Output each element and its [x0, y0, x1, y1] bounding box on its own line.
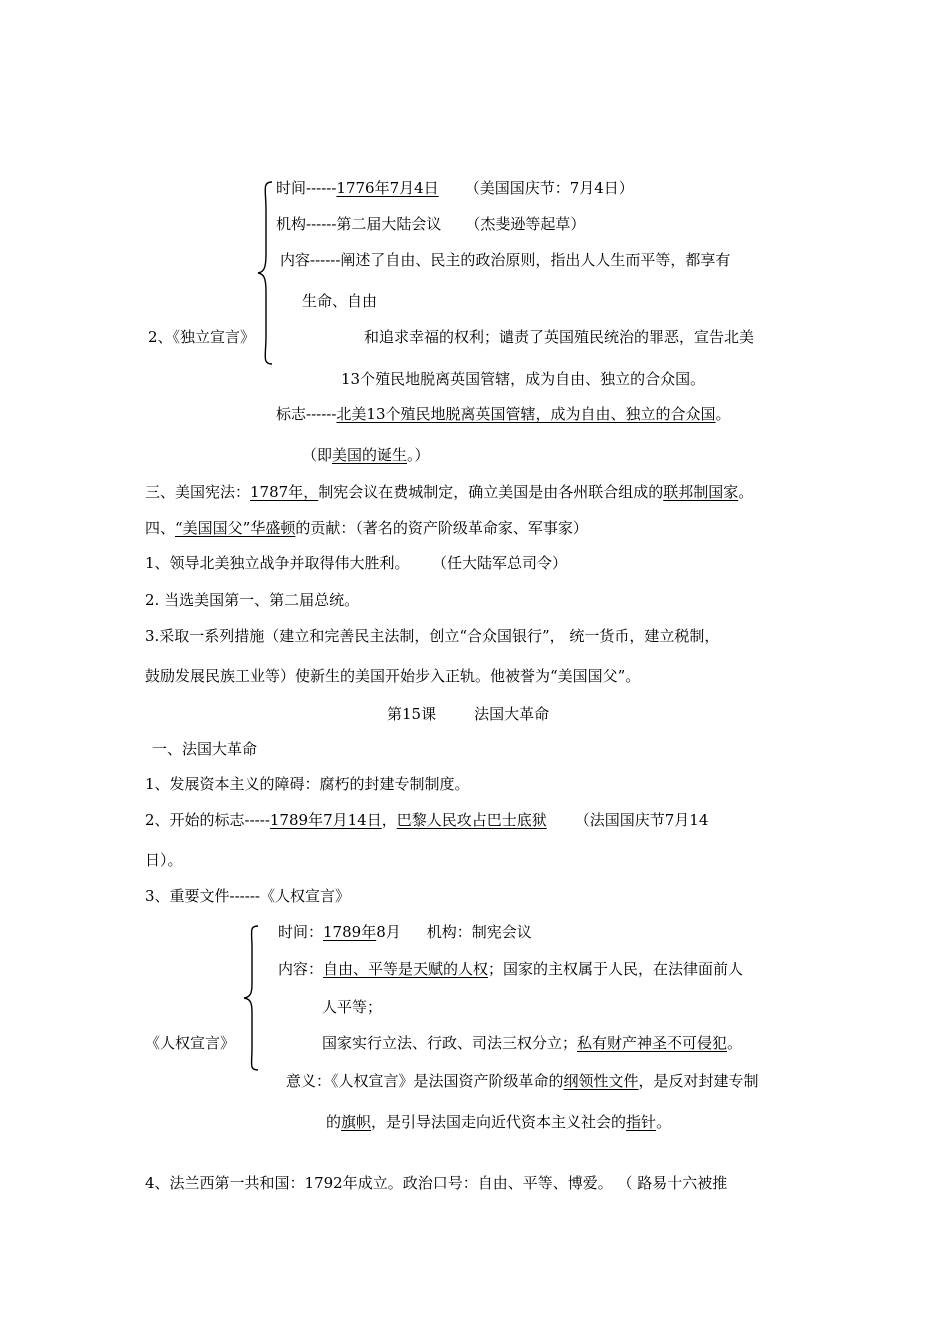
- rights-meaning-end: 。: [656, 1113, 672, 1131]
- washington-pre: 四、: [145, 519, 176, 537]
- rights-time-value: 1789年: [323, 923, 377, 941]
- washington-item-3a: 3.采取一系列措施（建立和完善民主法制，创立“合众国银行”， 统一货币，建立税制，: [145, 627, 720, 645]
- france-i2-date: 1789年7月14日: [269, 811, 382, 829]
- republic-line: 4、法兰西第一共和国：1792年成立。政治口号：自由、平等、博爱。 （ 路易十六被推: [145, 1174, 728, 1192]
- decl-birth-value: 美国的诞生: [332, 446, 408, 464]
- decl-sign-value: 北美13个殖民地脱离英国管辖，成为自由、独立的合众国: [336, 405, 716, 423]
- france-i2-note: （法国国庆节7月14: [574, 811, 709, 829]
- france-item-2-cont: 日）。: [145, 851, 183, 869]
- washington-item-2: 2. 当选美国第一、第二届总统。: [145, 591, 360, 609]
- decl-content-a: 内容------阐述了自由、民主的政治原则，指出人人生而平等，都享有: [280, 251, 731, 269]
- rights-meaning-b2: ，是引导法国走向近代资本主义社会的: [371, 1113, 627, 1131]
- decl-sign-label: 标志------: [276, 405, 337, 423]
- washington-item-1: [145, 553, 567, 573]
- washington-heading: [145, 518, 588, 538]
- washington-post: 的贡献：（著名的资产阶级革命家、军事家）: [295, 519, 588, 537]
- decl-content-d: 13个殖民地脱离英国管辖，成为自由、独立的合众国。: [341, 370, 706, 388]
- rights-content-rest: ；国家的主权属于人民，在法律面前人: [488, 960, 744, 978]
- decl-org-note: （杰斐逊等起草）: [465, 215, 586, 233]
- rights-content-line: [278, 959, 743, 979]
- constitution-pre: 三、美国宪法：: [145, 483, 251, 501]
- washington-item1-text: 1、领导北美独立战争并取得伟大胜利。: [145, 554, 410, 572]
- rights-meaning-banner: 旗帜: [341, 1113, 372, 1131]
- rights-meaning-compass: 指针: [626, 1113, 657, 1131]
- rights-content-c: [322, 1033, 742, 1053]
- lesson-name: 法国大革命: [474, 705, 550, 723]
- france-item-1: 1、发展资本主义的障碍：腐朽的封建专制制度。: [145, 775, 470, 793]
- france-item-2: [145, 810, 708, 830]
- decl-sign-line: [276, 404, 731, 424]
- decl-content-c: 和追求幸福的权利；谴责了英国殖民统治的罪恶，宣告北美: [364, 328, 755, 346]
- decl-title: 2、《独立宣言》: [148, 328, 256, 346]
- washington-item-3b: 鼓励发展民族工业等）使新生的美国开始步入正轨。他被誉为“美国国父”。: [145, 667, 641, 685]
- constitution-line: [145, 482, 753, 502]
- rights-meaning-pre: 意义：《人权宣言》是法国资产阶级革命的: [286, 1072, 564, 1090]
- decl-content-b: 生命、自由: [302, 292, 378, 310]
- rights-meaning-line-2: [326, 1112, 671, 1132]
- constitution-federal: 联邦制国家: [663, 483, 739, 501]
- france-i2-comma: ，: [381, 811, 397, 829]
- decl-time-line: [276, 178, 634, 198]
- rights-meaning-post: ，是反对封建专制: [638, 1072, 759, 1090]
- decl-birth-pre: （即: [302, 446, 333, 464]
- left-brace-icon: [240, 924, 262, 1072]
- rights-time-month: 8月: [376, 923, 401, 941]
- rights-content-underlined: 自由、平等是天赋的人权: [323, 960, 489, 978]
- rights-time-line: [278, 922, 532, 942]
- rights-org: 机构：制宪会议: [426, 923, 532, 941]
- decl-time-label: 时间------: [276, 179, 337, 197]
- rights-time-label: 时间：: [278, 923, 324, 941]
- rights-content-label: 内容：: [278, 960, 324, 978]
- decl-birth-line: [302, 445, 430, 465]
- france-i2-pre: 2、开始的标志-----: [145, 811, 270, 829]
- washington-name: “美国国父”华盛顿: [175, 519, 296, 537]
- rights-meaning-line: [286, 1071, 759, 1091]
- decl-org: 机构------第二届大陆会议: [276, 215, 442, 233]
- left-brace-icon: [254, 180, 276, 366]
- lesson-heading: [387, 704, 549, 724]
- rights-title: 《人权宣言》: [145, 1034, 236, 1052]
- decl-sign-end: 。: [715, 405, 731, 423]
- constitution-mid: 制宪会议在费城制定，确立美国是由各州联合组成的: [318, 483, 664, 501]
- decl-org-line: [276, 214, 585, 234]
- rights-c-underlined: 私有财产神圣不可侵犯: [577, 1034, 728, 1052]
- constitution-end: 。: [738, 483, 754, 501]
- rights-meaning-b1: 的: [326, 1113, 342, 1131]
- rights-c-end: 。: [727, 1034, 743, 1052]
- washington-item1-note: （任大陆军总司令）: [439, 554, 568, 572]
- constitution-year: 1787年，: [250, 483, 319, 501]
- decl-time-note: （美国国庆节：7月4日）: [464, 179, 634, 197]
- decl-time-value: 1776年7月4日: [336, 179, 439, 197]
- lesson-number: 第15课: [387, 705, 437, 723]
- france-heading: 一、法国大革命: [152, 740, 258, 758]
- rights-content-b: 人平等；: [322, 998, 383, 1016]
- decl-birth-end: 。）: [407, 446, 430, 464]
- france-i2-event: 巴黎人民攻占巴士底狱: [396, 811, 547, 829]
- france-item-3: 3、重要文件------《人权宣言》: [145, 887, 350, 905]
- rights-c-pre: 国家实行立法、行政、司法三权分立；: [322, 1034, 578, 1052]
- rights-meaning-underlined: 纲领性文件: [563, 1072, 639, 1090]
